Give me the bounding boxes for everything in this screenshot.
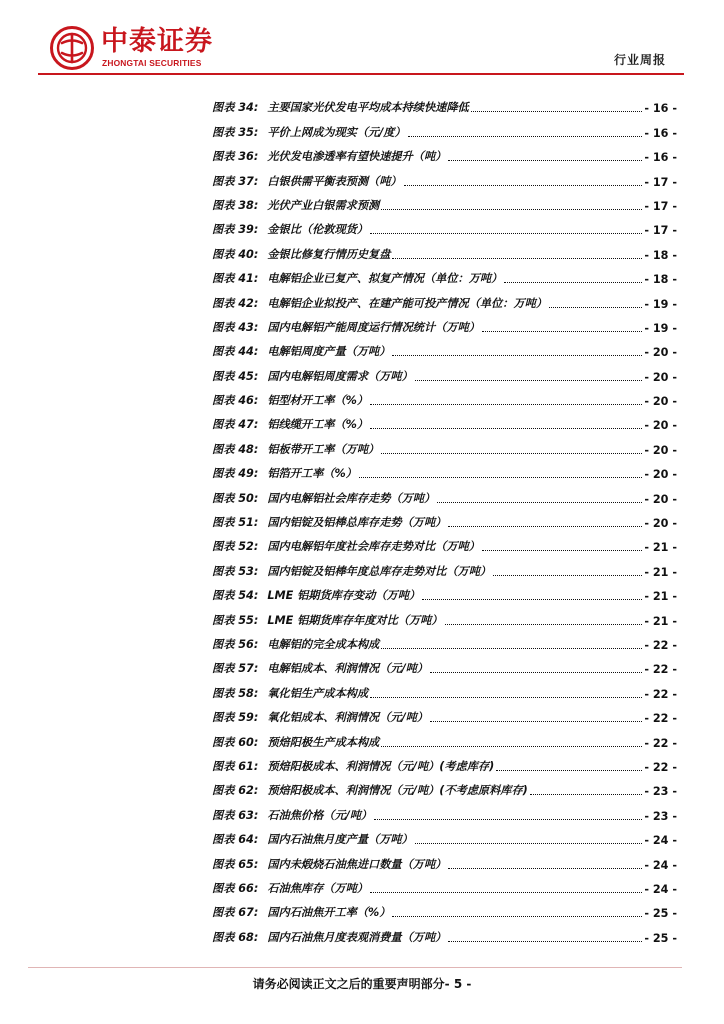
- figure-label: 图表 56:: [212, 637, 259, 651]
- toc-entry[interactable]: [212, 286, 677, 310]
- dot-leader: [381, 453, 642, 454]
- dot-leader: [370, 428, 642, 429]
- figure-title: 光伏发电渗透率有望快速提升（吨）: [267, 150, 447, 164]
- logo-english-name: ZHONGTAI SECURITIES: [102, 58, 202, 68]
- dot-leader: [370, 892, 642, 893]
- toc-entry[interactable]: [212, 359, 677, 383]
- toc-entry[interactable]: [212, 189, 677, 213]
- page-ref: - 19 -: [644, 321, 677, 335]
- page-ref: - 22 -: [644, 687, 677, 701]
- figure-title: LME 铝期货库存变动（万吨）: [267, 589, 421, 603]
- toc-entry[interactable]: [212, 652, 677, 676]
- toc-entry[interactable]: [212, 91, 677, 115]
- dot-leader: [370, 404, 642, 405]
- page-ref: - 24 -: [644, 882, 677, 896]
- toc-entry[interactable]: [212, 896, 677, 920]
- toc-entry[interactable]: [212, 530, 677, 554]
- dot-leader: [448, 941, 642, 942]
- dot-leader: [374, 819, 642, 820]
- zhongtai-logo-icon: [50, 26, 94, 70]
- toc-entry[interactable]: [212, 725, 677, 749]
- page-ref: - 24 -: [644, 834, 677, 848]
- figure-label: 图表 48:: [212, 442, 259, 456]
- dot-leader: [392, 916, 642, 917]
- figure-title: 国内铝锭及铝棒总库存走势（万吨）: [267, 516, 447, 530]
- page-ref: - 20 -: [644, 419, 677, 433]
- figure-label: 图表 68:: [212, 930, 259, 944]
- toc-entry[interactable]: [212, 213, 677, 237]
- figure-title: 国内铝锭及铝棒年度总库存走势对比（万吨）: [267, 564, 492, 578]
- toc-entry[interactable]: [212, 628, 677, 652]
- page-ref: - 20 -: [644, 468, 677, 482]
- toc-entry[interactable]: [212, 579, 677, 603]
- figure-title: 国内电解铝周度需求（万吨）: [267, 369, 413, 383]
- page-ref: - 22 -: [644, 736, 677, 750]
- dot-leader: [359, 477, 643, 478]
- dot-leader: [496, 770, 642, 771]
- figure-label: 图表 38:: [212, 198, 259, 212]
- figure-title: 铝型材开工率（%）: [267, 394, 369, 408]
- figure-label: 图表 34:: [212, 101, 259, 115]
- figure-label: 图表 51:: [212, 516, 259, 530]
- figure-label: 图表 64:: [212, 833, 259, 847]
- toc-entry[interactable]: [212, 701, 677, 725]
- footer-disclaimer: 请务必阅读正文之后的重要声明部分: [252, 977, 445, 991]
- figure-title: 预焙阳极成本、利润情况（元/吨）(考虑库存): [267, 759, 495, 773]
- dot-leader: [493, 575, 642, 576]
- figure-label: 图表 41:: [212, 272, 259, 286]
- toc-entry[interactable]: [212, 335, 677, 359]
- figure-title: 国内石油焦月度产量（万吨）: [267, 833, 413, 847]
- toc-entry[interactable]: [212, 408, 677, 432]
- page-ref: - 17 -: [644, 199, 677, 213]
- figure-title: 预焙阳极成本、利润情况（元/吨）(不考虑原料库存): [267, 784, 528, 798]
- figure-label: 图表 39:: [212, 223, 259, 237]
- toc-entry[interactable]: [212, 798, 677, 822]
- page-ref: - 23 -: [644, 785, 677, 799]
- figure-label: 图表 57:: [212, 662, 259, 676]
- toc-entry[interactable]: [212, 237, 677, 261]
- toc-entry[interactable]: [212, 384, 677, 408]
- figure-title: 国内石油焦月度表观消费量（万吨）: [267, 930, 447, 944]
- figure-title: 电解铝企业已复产、拟复产情况（单位：万吨）: [267, 272, 503, 286]
- page-ref: - 18 -: [644, 248, 677, 262]
- dot-leader: [370, 233, 642, 234]
- dot-leader: [422, 599, 642, 600]
- dot-leader: [408, 136, 643, 137]
- figure-label: 图表 65:: [212, 857, 259, 871]
- page-ref: - 25 -: [644, 931, 677, 945]
- page-ref: - 21 -: [644, 614, 677, 628]
- dot-leader: [482, 331, 642, 332]
- page-ref: - 20 -: [644, 346, 677, 360]
- page-ref: - 24 -: [644, 858, 677, 872]
- figure-title: 铝板带开工率（万吨）: [267, 442, 380, 456]
- figure-label: 图表 67:: [212, 906, 259, 920]
- dot-leader: [482, 550, 642, 551]
- toc-entry[interactable]: [212, 847, 677, 871]
- figure-title: 白银供需平衡表预测（吨）: [267, 174, 402, 188]
- figure-label: 图表 42:: [212, 296, 259, 310]
- figure-title: 石油焦库存（万吨）: [267, 881, 369, 895]
- toc-entry[interactable]: [212, 115, 677, 139]
- figure-label: 图表 36:: [212, 150, 259, 164]
- page-ref: - 21 -: [644, 541, 677, 555]
- page-ref: - 20 -: [644, 370, 677, 384]
- dot-leader: [415, 380, 643, 381]
- figure-title: 铝线缆开工率（%）: [267, 418, 369, 432]
- toc-entry[interactable]: [212, 676, 677, 700]
- page-ref: - 17 -: [644, 224, 677, 238]
- page-ref: - 21 -: [644, 590, 677, 604]
- header-divider: [38, 73, 684, 75]
- dot-leader: [381, 746, 642, 747]
- figure-title: 平价上网成为现实（元/度）: [267, 125, 406, 139]
- dot-leader: [381, 209, 642, 210]
- report-type-label: 行业周报: [613, 53, 666, 67]
- figure-title: 金银比修复行情历史复盘: [267, 247, 391, 261]
- dot-leader: [471, 111, 643, 112]
- page-ref: - 18 -: [644, 273, 677, 287]
- toc-entry[interactable]: [212, 164, 677, 188]
- toc-entry[interactable]: [212, 506, 677, 530]
- figure-label: 图表 66:: [212, 881, 259, 895]
- dot-leader: [448, 160, 642, 161]
- page-ref: - 16 -: [644, 151, 677, 165]
- page-ref: - 20 -: [644, 395, 677, 409]
- dot-leader: [448, 868, 642, 869]
- figure-title: LME 铝期货库存年度对比（万吨）: [267, 613, 443, 627]
- figure-title: 电解铝企业拟投产、在建产能可投产情况（单位：万吨）: [267, 296, 548, 310]
- figure-title: 氧化铝生产成本构成: [267, 686, 369, 700]
- dot-leader: [415, 843, 643, 844]
- figure-label: 图表 46:: [212, 394, 259, 408]
- page-ref: - 25 -: [644, 907, 677, 921]
- figure-title: 电解铝成本、利润情况（元/吨）: [267, 662, 429, 676]
- figure-label: 图表 47:: [212, 418, 259, 432]
- toc-entry[interactable]: [212, 920, 677, 944]
- toc-entry[interactable]: [212, 774, 677, 798]
- toc-entry[interactable]: [212, 750, 677, 774]
- figure-label: 图表 37:: [212, 174, 259, 188]
- figure-title: 预焙阳极生产成本构成: [267, 735, 380, 749]
- figure-title: 氧化铝成本、利润情况（元/吨）: [267, 711, 429, 725]
- page-ref: - 16 -: [644, 102, 677, 116]
- logo-chinese-name: 中泰证券: [101, 26, 213, 57]
- figure-label: 图表 44:: [212, 345, 259, 359]
- page-ref: - 19 -: [644, 297, 677, 311]
- toc-entry[interactable]: [212, 262, 677, 286]
- dot-leader: [504, 282, 642, 283]
- page-ref: - 17 -: [644, 175, 677, 189]
- dot-leader: [404, 185, 643, 186]
- figure-label: 图表 59:: [212, 711, 259, 725]
- figure-title: 石油焦价格（元/吨）: [267, 808, 373, 822]
- page-ref: - 20 -: [644, 443, 677, 457]
- toc-entry[interactable]: [212, 603, 677, 627]
- page-ref: - 23 -: [644, 809, 677, 823]
- dot-leader: [448, 526, 642, 527]
- figure-label: 图表 60:: [212, 735, 259, 749]
- figure-label: 图表 49:: [212, 467, 259, 481]
- toc-entry[interactable]: [212, 432, 677, 456]
- page-ref: - 22 -: [644, 663, 677, 677]
- figure-title: 国内石油焦开工率（%）: [267, 906, 391, 920]
- figure-title: 国内电解铝社会库存走势（万吨）: [267, 491, 436, 505]
- figure-label: 图表 63:: [212, 808, 259, 822]
- dot-leader: [445, 624, 643, 625]
- toc-entry[interactable]: [212, 311, 677, 335]
- figure-title: 电解铝的完全成本构成: [267, 637, 380, 651]
- toc-entry[interactable]: [212, 823, 677, 847]
- dot-leader: [381, 648, 642, 649]
- dot-leader: [370, 697, 642, 698]
- page-ref: - 21 -: [644, 565, 677, 579]
- figure-title: 光伏产业白银需求预测: [267, 198, 380, 212]
- figure-label: 图表 61:: [212, 759, 259, 773]
- dot-leader: [530, 794, 643, 795]
- dot-leader: [392, 258, 642, 259]
- figure-title: 国内电解铝产能周度运行情况统计（万吨）: [267, 320, 480, 334]
- figure-title: 国内电解铝年度社会库存走势对比（万吨）: [267, 540, 480, 554]
- dot-leader: [430, 672, 642, 673]
- page-ref: - 16 -: [644, 126, 677, 140]
- page-ref: - 20 -: [644, 517, 677, 531]
- toc-entry[interactable]: [212, 140, 677, 164]
- page-ref: - 22 -: [644, 638, 677, 652]
- figure-label: 图表 52:: [212, 540, 259, 554]
- figure-title: 主要国家光伏发电平均成本持续快速降低: [267, 101, 469, 115]
- figure-label: 图表 53:: [212, 564, 259, 578]
- figure-title: 电解铝周度产量（万吨）: [267, 345, 391, 359]
- footer-divider: [28, 967, 682, 968]
- figure-index-list: [212, 91, 677, 945]
- page-ref: - 22 -: [644, 712, 677, 726]
- page-ref: - 22 -: [644, 760, 677, 774]
- footer-page-number: - 5 -: [444, 977, 472, 991]
- dot-leader: [392, 355, 642, 356]
- company-logo: [50, 26, 225, 72]
- toc-entry[interactable]: [212, 481, 677, 505]
- page-header: [0, 0, 724, 80]
- figure-label: 图表 45:: [212, 369, 259, 383]
- toc-entry[interactable]: [212, 457, 677, 481]
- figure-title: 国内未煅烧石油焦进口数量（万吨）: [267, 857, 447, 871]
- dot-leader: [437, 502, 642, 503]
- page-ref: - 20 -: [644, 492, 677, 506]
- figure-label: 图表 58:: [212, 686, 259, 700]
- figure-label: 图表 43:: [212, 320, 259, 334]
- toc-entry[interactable]: [212, 872, 677, 896]
- page-footer: [0, 975, 724, 992]
- figure-label: 图表 54:: [212, 589, 259, 603]
- figure-label: 图表 55:: [212, 613, 259, 627]
- figure-title: 金银比（伦敦现货）: [267, 223, 369, 237]
- figure-title: 铝箔开工率（%）: [267, 467, 357, 481]
- figure-label: 图表 50:: [212, 491, 259, 505]
- figure-label: 图表 40:: [212, 247, 259, 261]
- figure-label: 图表 62:: [212, 784, 259, 798]
- toc-entry[interactable]: [212, 554, 677, 578]
- figure-label: 图表 35:: [212, 125, 259, 139]
- dot-leader: [549, 307, 642, 308]
- dot-leader: [430, 721, 642, 722]
